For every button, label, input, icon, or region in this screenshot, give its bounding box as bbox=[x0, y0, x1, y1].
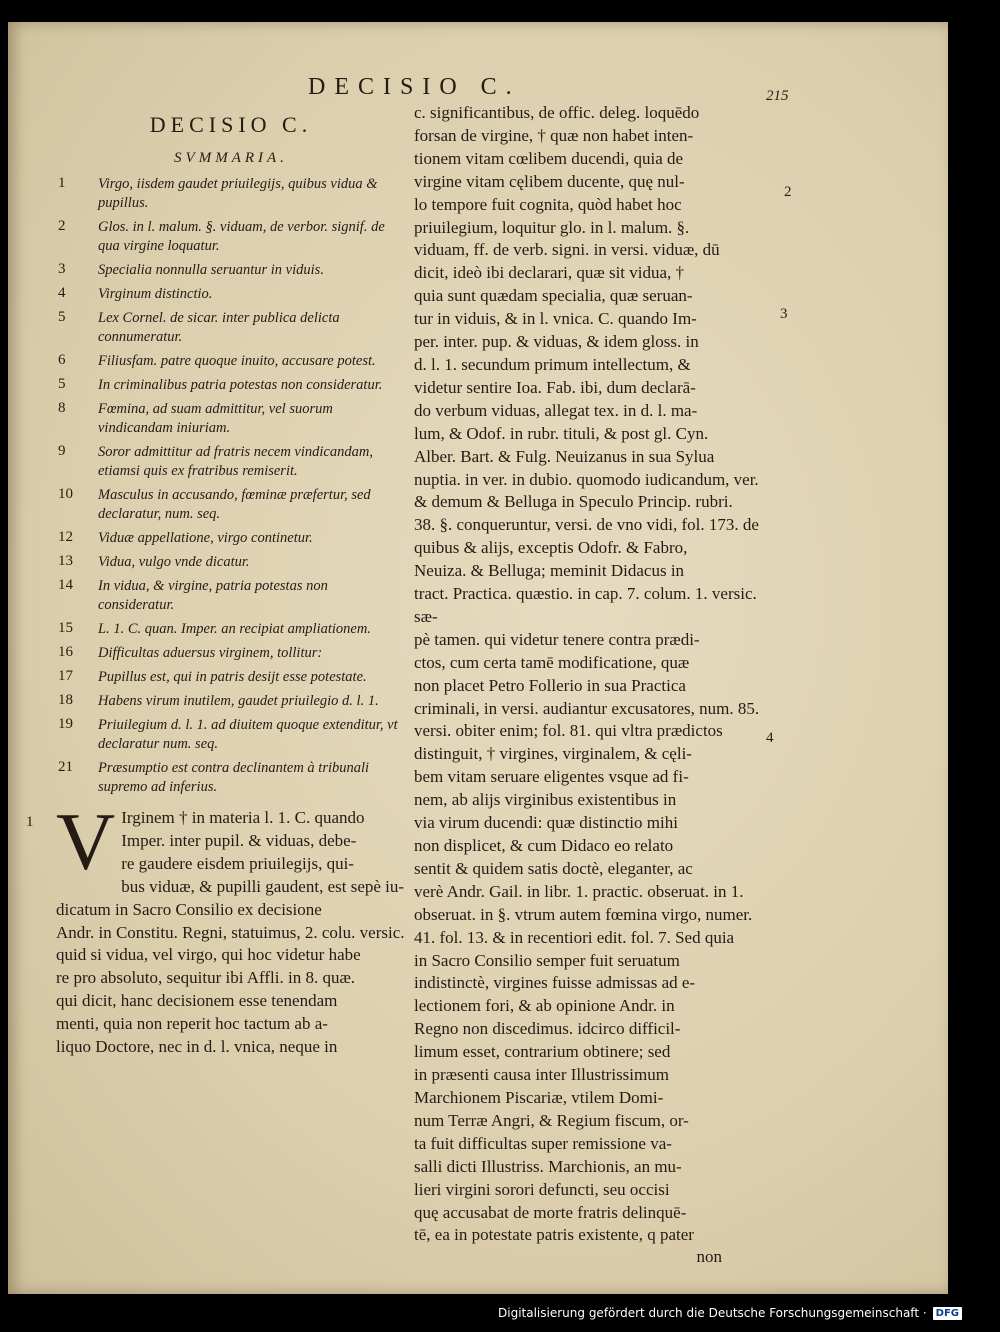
text-line: Irginem † in materia l. 1. C. quando bbox=[121, 808, 365, 827]
summary-item-text: Masculus in accusando, fœminæ præfertur, sed declaratur, num. seq. bbox=[98, 487, 371, 522]
margin-note-number: 4 bbox=[766, 730, 774, 746]
text-line: bus viduæ, & pupilli gaudent, est sepè iu- bbox=[121, 876, 405, 896]
text-line: qui dicit, hanc decisionem esse tenendam bbox=[56, 991, 338, 1011]
text-line: Alber. Bart. & Fulg. Neuizanus in sua Sylua bbox=[414, 446, 715, 466]
summary-item bbox=[56, 529, 406, 548]
text-line: non placet Petro Follerio in sua Practica bbox=[414, 675, 686, 695]
summary-item bbox=[56, 644, 406, 663]
summary-item-text: Virgo, iisdem gaudet priuilegijs, quibus vidua & pupillus. bbox=[98, 176, 378, 211]
summary-item bbox=[56, 759, 406, 797]
text-line: tionem vitam cœlibem ducendi, quia de bbox=[414, 148, 684, 168]
text-line: quid si vidua, vel virgo, qui hoc videtur habe bbox=[56, 945, 361, 965]
summary-item bbox=[56, 486, 406, 524]
summary-item bbox=[56, 443, 406, 481]
text-line: 41. fol. 13. & in recentiori edit. fol. 7. Sed quia bbox=[414, 927, 735, 947]
summary-item-number: 19 bbox=[58, 716, 73, 732]
summary-item bbox=[56, 577, 406, 615]
summary-item-number: 3 bbox=[58, 261, 66, 277]
text-line: criminali, in versi. audiantur excusatores, num. 85. bbox=[414, 698, 760, 718]
text-line: lieri virgini sorori defuncti, seu occisi bbox=[414, 1179, 670, 1199]
summary-item-number: 9 bbox=[58, 443, 66, 459]
summary-item-text: Virginum distinctio. bbox=[98, 286, 213, 302]
text-line: num Terræ Angri, & Regium fiscum, or- bbox=[414, 1110, 689, 1130]
summary-item-number: 15 bbox=[58, 620, 73, 636]
summary-item-text: Specialia nonnulla seruantur in viduis. bbox=[98, 262, 324, 278]
summary-item-text: Soror admittitur ad fratris necem vindicandam, etiamsi quis ex fratribus remiserit. bbox=[98, 444, 373, 479]
summary-item bbox=[56, 668, 406, 687]
text-line: salli dicti Illustriss. Marchionis, an mu- bbox=[414, 1156, 682, 1176]
text-line: d. l. 1. secundum primum intellectum, & bbox=[414, 354, 691, 374]
summary-item bbox=[56, 620, 406, 639]
text-line: Marchionem Piscariæ, vtilem Domi- bbox=[414, 1087, 664, 1107]
summary-item bbox=[56, 309, 406, 347]
text-line: in præsenti causa inter Illustrissimum bbox=[414, 1065, 669, 1085]
summary-item-text: Præsumptio est contra declinantem à tribunali supremo ad inferius. bbox=[98, 760, 370, 795]
summary-item-text: L. 1. C. quan. Imper. an recipiat ampliationem. bbox=[98, 621, 371, 637]
text-line: priuilegium, loquitur glo. in l. malum. §. bbox=[414, 217, 690, 237]
text-line: Andr. in Constitu. Regni, statuimus, 2. colu. versic. bbox=[56, 922, 405, 942]
text-line: quibus & alijs, exceptis Odofr. & Fabro, bbox=[414, 538, 688, 558]
text-line: c. significantibus, de offic. deleg. loquēdo bbox=[414, 103, 700, 122]
text-line: in Sacro Consilio semper fuit seruatum bbox=[414, 950, 680, 970]
summary-item bbox=[56, 261, 406, 280]
text-line: Imper. inter pupil. & viduas, debe- bbox=[121, 830, 357, 850]
summary-item-number: 1 bbox=[58, 175, 66, 191]
summary-item bbox=[56, 692, 406, 711]
text-line: via virum ducendi: quæ distinctio mihi bbox=[414, 813, 678, 833]
text-line: obseruat. in §. vtrum autem fœmina virgo, numer. bbox=[414, 904, 753, 924]
summary-item-number: 4 bbox=[58, 285, 66, 301]
text-line: viduam, ff. de verb. signi. in versi. viduæ, dū bbox=[414, 240, 720, 260]
summary-item-number: 2 bbox=[58, 218, 66, 234]
text-line: ta fuit difficultas super remissione va- bbox=[414, 1133, 672, 1153]
summary-item-number: 5 bbox=[58, 376, 66, 392]
text-line: pè tamen. qui videtur tenere contra prædi- bbox=[414, 629, 700, 649]
text-line: Neuiza. & Belluga; meminit Didacus in bbox=[414, 561, 685, 581]
summary-item-number: 17 bbox=[58, 668, 73, 684]
digitization-footer bbox=[0, 1294, 1000, 1332]
margin-note-number: 2 bbox=[784, 184, 792, 200]
text-line: per. inter. pup. & viduas, & idem gloss. in bbox=[414, 332, 699, 352]
text-line: dicit, ideò ibi declarari, quæ sit vidua, † bbox=[414, 263, 685, 283]
margin-note-number: 1 bbox=[26, 814, 34, 830]
dfg-logo: DFG bbox=[933, 1307, 962, 1320]
text-line: tur in viduis, & in l. vnica. C. quando Im- bbox=[414, 309, 697, 329]
summary-item-number: 10 bbox=[58, 486, 73, 502]
summary-item-number: 16 bbox=[58, 644, 73, 660]
summary-item-number: 14 bbox=[58, 577, 73, 593]
catchword: non bbox=[696, 1247, 722, 1267]
text-line: dicatum in Sacro Consilio ex decisione bbox=[56, 899, 322, 919]
summary-item bbox=[56, 352, 406, 371]
drop-cap: V bbox=[56, 796, 116, 887]
summary-list bbox=[56, 175, 406, 797]
summary-title: SVMMARIA. bbox=[174, 150, 288, 166]
summary-item-number: 21 bbox=[58, 759, 73, 775]
text-line: lo tempore fuit cognita, quòd habet hoc bbox=[414, 194, 682, 214]
summary-item-text: Glos. in l. malum. §. viduam, de verbor. signif. de qua virgine loquatur. bbox=[98, 219, 385, 254]
margin-note-number: 3 bbox=[780, 306, 788, 322]
summary-item bbox=[56, 716, 406, 754]
summary-item-text: Habens virum inutilem, gaudet priuilegio d. l. 1. bbox=[98, 693, 379, 709]
summary-item bbox=[56, 553, 406, 572]
book-page bbox=[8, 22, 948, 1294]
summary-item-text: Filiusfam. patre quoque inuito, accusare potest. bbox=[98, 353, 376, 369]
intro-paragraph bbox=[26, 796, 406, 1059]
text-line: do verbum viduas, allegat tex. in d. l. ma- bbox=[414, 400, 698, 420]
text-line: distinguit, † virgines, virginalem, & cęli- bbox=[414, 744, 692, 764]
summary-item-text: Viduæ appellatione, virgo continetur. bbox=[98, 530, 313, 546]
text-line: verè Andr. Gail. in libr. 1. practic. obseruat. in 1. bbox=[414, 881, 744, 901]
summary-item bbox=[56, 376, 406, 395]
text-line: liquo Doctore, nec in d. l. vnica, neque in bbox=[56, 1037, 338, 1057]
summary-item-text: Difficultas aduersus virginem, tollitur: bbox=[98, 645, 323, 661]
footer-credit: Digitalisierung gefördert durch die Deutsche Forschungsgemeinschaft · bbox=[498, 1306, 927, 1320]
summary-item-text: Pupillus est, qui in patris desijt esse potestate. bbox=[98, 669, 367, 685]
text-line: nuptia. in ver. in dubio. quomodo iudicandum, ver. bbox=[414, 469, 759, 489]
text-line: quia sunt quædam specialia, quæ seruan- bbox=[414, 286, 693, 306]
running-head: DECISIO C. bbox=[308, 74, 521, 100]
summary-item-number: 18 bbox=[58, 692, 73, 708]
summary-item-number: 12 bbox=[58, 529, 73, 545]
summary-item-number: 5 bbox=[58, 309, 66, 325]
right-column-text bbox=[414, 102, 770, 1247]
text-line: tē, ea in potestate patris existente, q pater bbox=[414, 1225, 694, 1245]
text-line: tract. Practica. quæstio. in cap. 7. colum. 1. versic. sæ- bbox=[414, 584, 757, 626]
summary-item-text: Vidua, vulgo vnde dicatur. bbox=[98, 554, 250, 570]
text-line: virgine vitam cęlibem ducente, quę nul- bbox=[414, 171, 685, 191]
summary-item-text: Priuilegium d. l. 1. ad diuitem quoque extenditur, vt declaratur num. seq. bbox=[98, 717, 398, 752]
text-line: re pro absoluto, sequitur ibi Affli. in 8. quæ. bbox=[56, 968, 356, 988]
text-line: lectionem fori, & ab opinione Andr. in bbox=[414, 996, 675, 1016]
text-line: versi. obiter enim; fol. 81. qui vltra prædictos bbox=[414, 721, 723, 741]
text-line: & demum & Belluga in Speculo Princip. rubri. bbox=[414, 492, 733, 512]
summary-item-number: 6 bbox=[58, 352, 66, 368]
text-line: bem vitam seruare eligentes vsque ad fi- bbox=[414, 767, 689, 787]
summary-item bbox=[56, 218, 406, 256]
text-line: Regno non discedimus. idcirco difficil- bbox=[414, 1019, 681, 1039]
text-line: 38. §. conqueruntur, versi. de vno vidi, fol. 173. de bbox=[414, 515, 759, 535]
text-line: nem, ab alijs virginibus existentibus in bbox=[414, 790, 677, 810]
summary-item-text: In criminalibus patria potestas non consideratur. bbox=[98, 377, 383, 393]
text-line: indistinctè, virgines fuisse admissas ad e- bbox=[414, 973, 696, 993]
text-line: videtur sentire Ioa. Fab. ibi, dum declarā- bbox=[414, 377, 696, 397]
decision-heading: DECISIO C. bbox=[149, 112, 313, 137]
summary-item-number: 8 bbox=[58, 400, 66, 416]
text-line: lum, & Odof. in rubr. tituli, & post gl. Cyn. bbox=[414, 423, 709, 443]
summary-item-text: Fœmina, ad suam admittitur, vel suorum vindicandam iniuriam. bbox=[98, 401, 333, 436]
text-line: non displicet, & cum Didaco eo relato bbox=[414, 836, 674, 855]
left-column bbox=[26, 102, 406, 1059]
text-line: quę accusabat de morte fratris delinquē- bbox=[414, 1202, 687, 1222]
summary-item bbox=[56, 400, 406, 438]
text-line: sentit & quidem satis doctè, eleganter, ac bbox=[414, 858, 693, 878]
right-column bbox=[414, 102, 792, 1267]
summary-item-text: Lex Cornel. de sicar. inter publica delicta connumeratur. bbox=[98, 310, 340, 345]
text-line: limum esset, contrarium obtinere; sed bbox=[414, 1042, 671, 1062]
text-line: re gaudere eisdem priuilegijs, qui- bbox=[121, 853, 354, 873]
page-number: 215 bbox=[766, 88, 789, 104]
text-line: ctos, cum certa tamē modificatione, quæ bbox=[414, 652, 690, 672]
text-line: menti, quia non reperit hoc tactum ab a- bbox=[56, 1014, 328, 1034]
summary-item-text: In vidua, & virgine, patria potestas non consideratur. bbox=[98, 578, 328, 613]
summary-item-number: 13 bbox=[58, 553, 73, 569]
summary-item bbox=[56, 285, 406, 304]
text-line: forsan de virgine, † quæ non habet inten- bbox=[414, 125, 694, 145]
summary-item bbox=[56, 175, 406, 213]
